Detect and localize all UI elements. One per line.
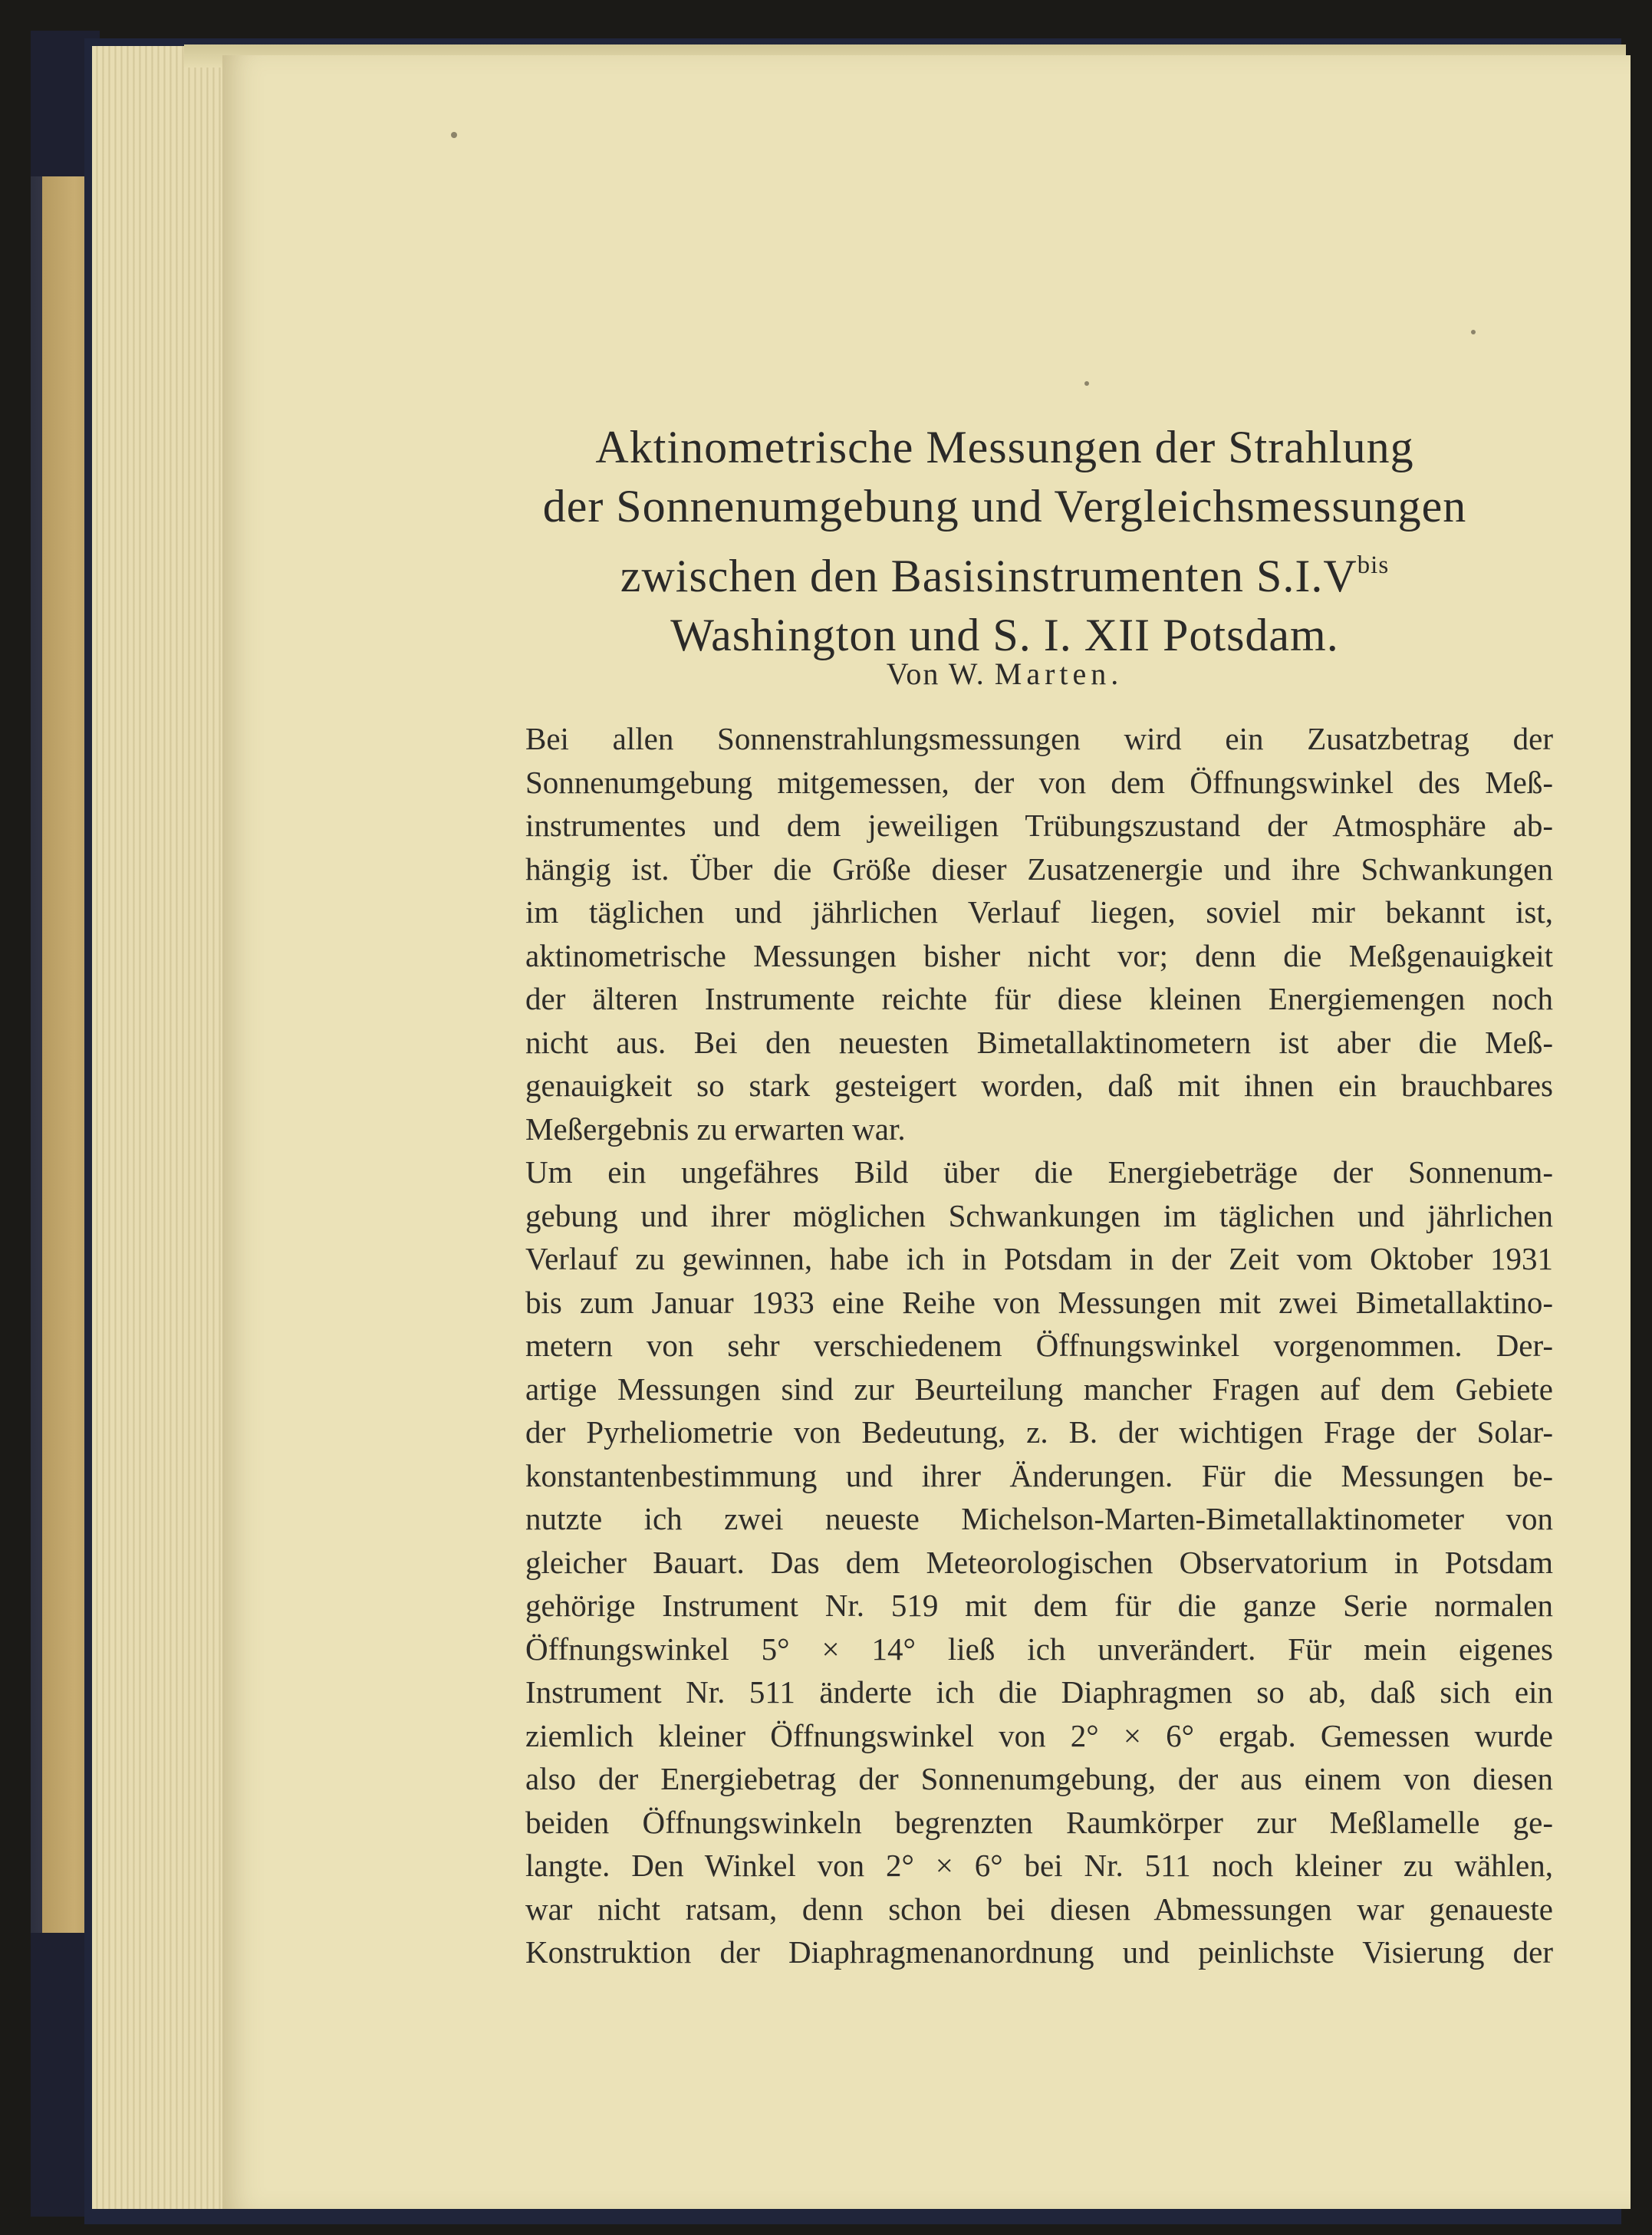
text-line: war nicht ratsam, denn schon bei diesen Abmessungen war genaueste xyxy=(525,1891,1553,1927)
text-line: nutzte ich zwei neueste Michelson-Marten-Bimetallaktinometer von xyxy=(525,1501,1553,1536)
text-line: instrumentes und dem jeweiligen Trübungszustand der Atmosphäre ab- xyxy=(525,808,1553,843)
text-line: der älteren Instrumente reichte für diese kleinen Energiemengen noch xyxy=(525,981,1553,1016)
author-line xyxy=(429,656,1580,692)
article-title xyxy=(429,418,1580,665)
text-line: nicht aus. Bei den neuesten Bimetallaktinometern ist aber die Meß- xyxy=(525,1024,1553,1060)
text-line: genauigkeit so stark gesteigert worden, daß mit ihnen ein brauchbares xyxy=(525,1068,1553,1103)
text-line: artige Messungen sind zur Beurteilung mancher Fragen auf dem Gebiete xyxy=(525,1371,1553,1407)
text-line: Konstruktion der Diaphragmenanordnung und peinlichste Visierung der xyxy=(525,1934,1553,1970)
title-line-text: zwischen den Basisinstrumenten S.I.V xyxy=(620,551,1357,601)
article-body xyxy=(449,717,1553,1974)
paragraph-1 xyxy=(449,717,1553,1150)
text-line: Instrument Nr. 511 änderte ich die Diaphragmen so ab, daß sich ein xyxy=(525,1674,1553,1710)
page-speck xyxy=(451,132,457,138)
text-line: der Pyrheliometrie von Bedeutung, z. B. der wichtigen Frage der Solar- xyxy=(525,1414,1553,1450)
author-prefix: Von W. xyxy=(886,657,986,691)
author-name: Marten. xyxy=(994,657,1124,691)
text-line: Sonnenumgebung mitgemessen, der von dem Öffnungswinkel des Meß- xyxy=(525,764,1553,800)
title-line: Aktinometrische Messungen der Strahlung xyxy=(595,422,1414,472)
text-line: im täglichen und jährlichen Verlauf liegen, soviel mir bekannt ist, xyxy=(525,894,1553,930)
page-speck xyxy=(1471,330,1476,334)
text-line: hängig ist. Über die Größe dieser Zusatzenergie und ihre Schwankungen xyxy=(525,851,1553,887)
text-line: Um ein ungefähres Bild über die Energiebeträge der Sonnenum- xyxy=(525,1154,1553,1190)
title-line: Washington und S. I. XII Potsdam. xyxy=(670,610,1339,660)
text-line: Öffnungswinkel 5° × 14° ließ ich unverändert. Für mein eigenes xyxy=(525,1631,1553,1667)
text-line: bis zum Januar 1933 eine Reihe von Messungen mit zwei Bimetallaktino- xyxy=(525,1284,1553,1320)
text-line: beiden Öffnungswinkeln begrenzten Raumkörper zur Meßlamelle ge- xyxy=(525,1804,1553,1840)
text-line: gebung und ihrer möglichen Schwankungen im täglichen und jährlichen xyxy=(525,1197,1553,1233)
title-line xyxy=(429,536,1580,606)
text-line: Bei allen Sonnenstrahlungsmessungen wird ein Zusatzbetrag der xyxy=(525,721,1553,756)
text-line: konstantenbestimmung und ihrer Änderungen. Für die Messungen be- xyxy=(525,1457,1553,1493)
text-line: aktinometrische Messungen bisher nicht vor; denn die Meßgenauigkeit xyxy=(525,937,1553,973)
text-line: gehörige Instrument Nr. 519 mit dem für die ganze Serie normalen xyxy=(525,1588,1553,1623)
text-line: also der Energiebetrag der Sonnenumgebung, der aus einem von diesen xyxy=(525,1761,1553,1796)
text-line: gleicher Bauart. Das dem Meteorologischen Observatorium in Potsdam xyxy=(525,1544,1553,1580)
text-line: metern von sehr verschiedenem Öffnungswinkel vorgenommen. Der- xyxy=(525,1328,1553,1363)
text-line: ziemlich kleiner Öffnungswinkel von 2° × 6° ergab. Gemessen wurde xyxy=(525,1717,1553,1753)
paragraph-2 xyxy=(449,1150,1553,1974)
text-line: Meßergebnis zu erwarten war. xyxy=(525,1111,906,1147)
page-speck xyxy=(1084,381,1089,386)
title-superscript: bis xyxy=(1357,551,1390,579)
text-line: Verlauf zu gewinnen, habe ich in Potsdam in der Zeit vom Oktober 1931 xyxy=(525,1241,1553,1276)
title-line: der Sonnenumgebung und Vergleichsmessungen xyxy=(542,481,1467,532)
text-line: langte. Den Winkel von 2° × 6° bei Nr. 511 noch kleiner zu wählen, xyxy=(525,1848,1553,1883)
